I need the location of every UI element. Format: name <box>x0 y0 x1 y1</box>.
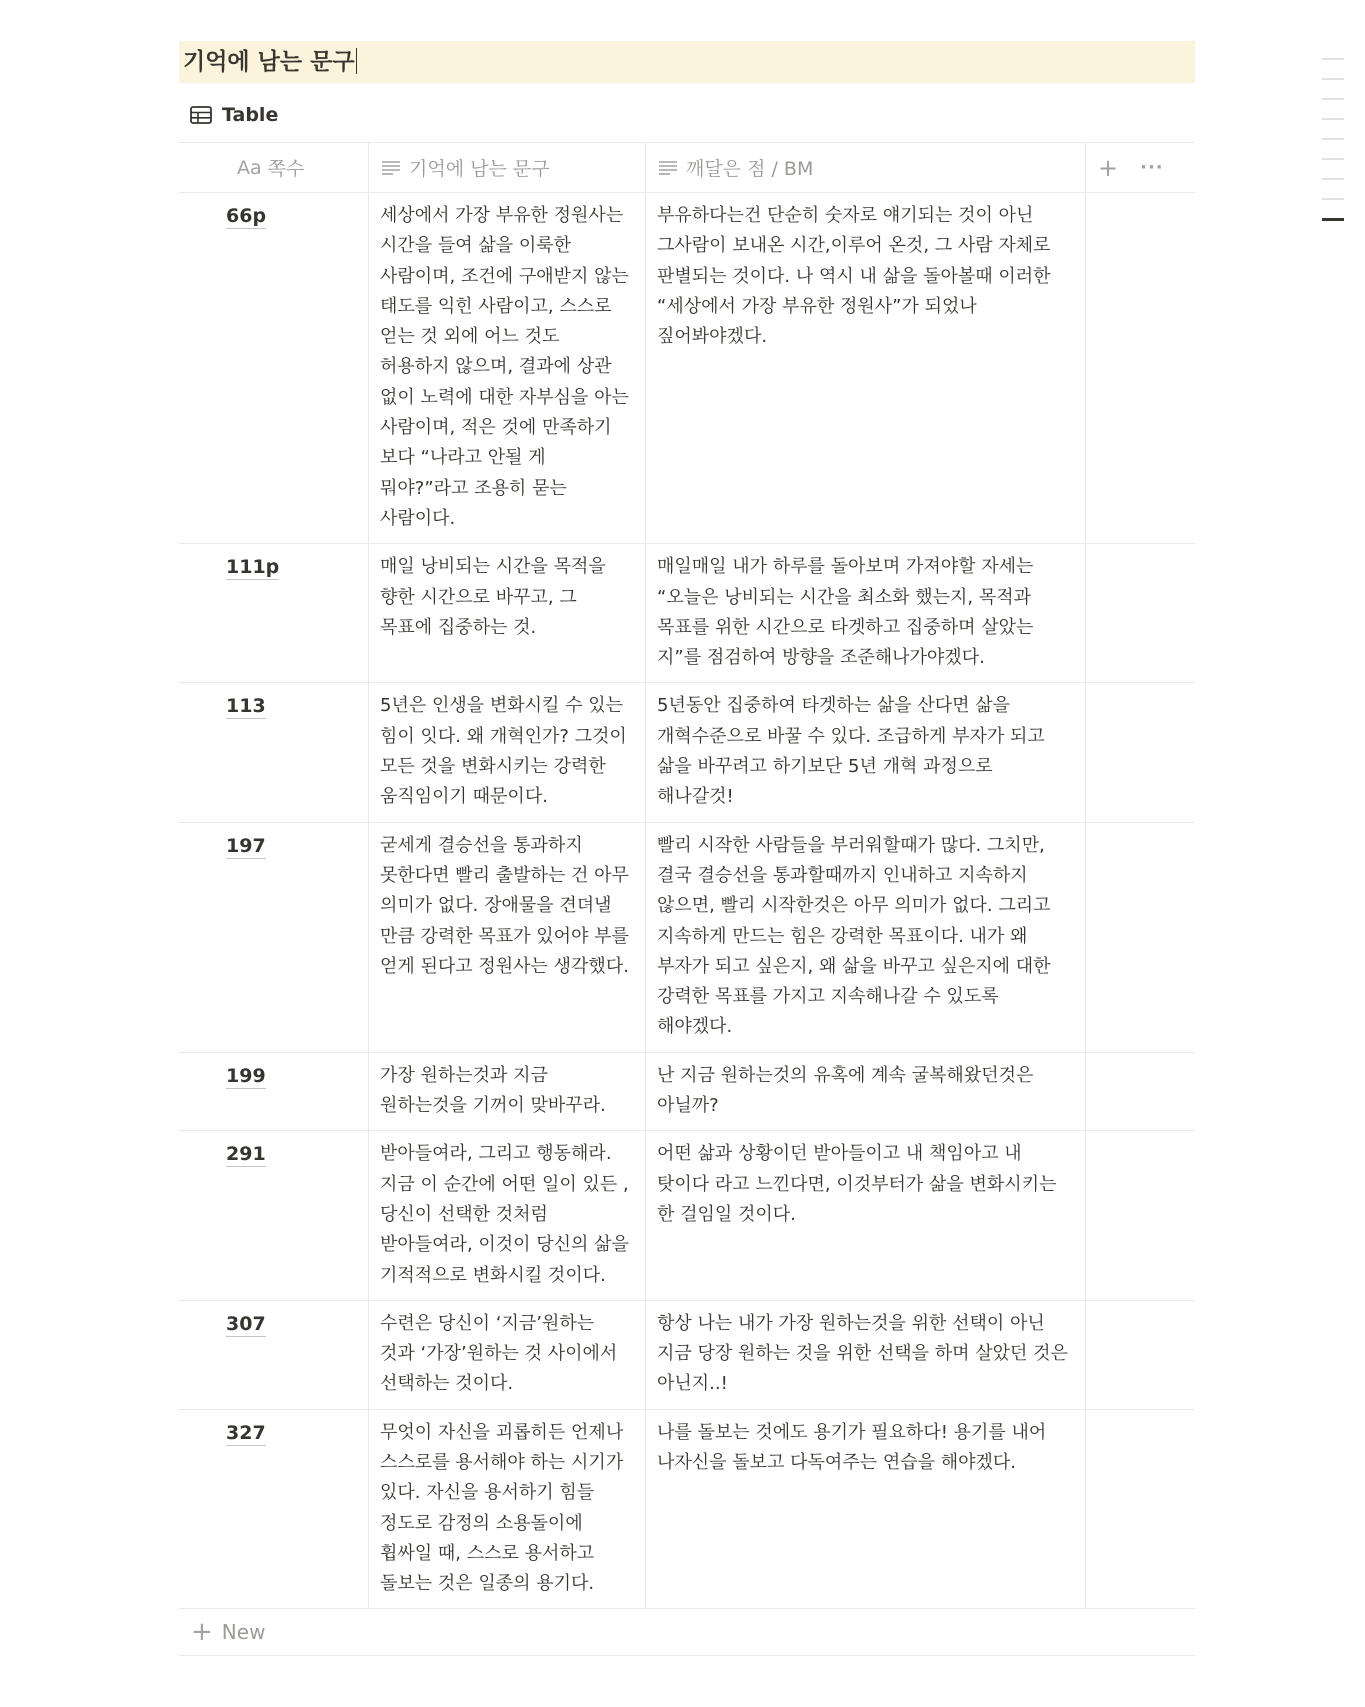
page-cell[interactable] <box>179 1301 369 1409</box>
insight-cell[interactable]: 매일매일 내가 하루를 돌아보며 가져야할 자세는 “오늘은 낭비되는 시간을 최소화 했는지, 목적과 목표를 위한 시간으로 타겟하고 집중하며 살았는 지”를 점검하여 방향을 조준해나가야겠다. <box>646 544 1086 682</box>
page-cell[interactable] <box>179 1131 369 1299</box>
empty-cell[interactable] <box>1086 544 1195 682</box>
table-of-contents-minimap[interactable] <box>1322 58 1346 239</box>
quote-cell[interactable]: 받아들여라, 그리고 행동해라. 지금 이 순간에 어떤 일이 있든 , 당신이 선택한 것처럼 받아들여라, 이것이 당신의 삶을 기적적으로 변화시킬 것이다. <box>369 1131 646 1299</box>
column-header-label: 쪽수 <box>267 158 305 180</box>
table-header <box>179 143 1195 193</box>
page-cell[interactable] <box>179 193 369 543</box>
page-number[interactable]: 197 <box>226 834 266 857</box>
table-row[interactable] <box>179 823 1195 1053</box>
toc-line[interactable] <box>1322 118 1344 120</box>
page-cell[interactable] <box>179 823 369 1052</box>
insight-cell[interactable]: 빨리 시작한 사람들을 부러워할때가 많다. 그치만, 결국 결승선을 통과할때까지 인내하고 지속하지 않으면, 빨리 시작한것은 아무 의미가 없다. 그리고 지속하게 만드는 힘은 강력한 목표이다. 내가 왜 부자가 되고 싶은지, 왜 삶을 바꾸고 싶은지에 대한 강력한 목표를 가지고 지속해나갈 수 있도록 해야겠다. <box>646 823 1086 1052</box>
page-number[interactable]: 307 <box>226 1312 266 1335</box>
column-header-page[interactable] <box>179 143 369 192</box>
table-row[interactable] <box>179 1410 1195 1610</box>
plus-icon: + <box>191 1617 213 1648</box>
page-number[interactable]: 199 <box>226 1064 266 1087</box>
empty-cell[interactable] <box>1086 1053 1195 1131</box>
new-row-label: New <box>221 1620 266 1645</box>
table-row[interactable] <box>179 1301 1195 1410</box>
more-options-button[interactable]: ··· <box>1140 156 1164 178</box>
column-header-quote[interactable] <box>369 143 646 192</box>
page-number[interactable]: 327 <box>226 1421 266 1444</box>
insight-cell[interactable]: 난 지금 원하는것의 유혹에 계속 굴복해왔던것은 아닐까? <box>646 1053 1086 1131</box>
toc-line[interactable] <box>1322 78 1344 80</box>
toc-line[interactable] <box>1322 138 1344 140</box>
toc-line[interactable] <box>1322 58 1344 60</box>
empty-cell[interactable] <box>1086 823 1195 1052</box>
insight-cell[interactable]: 항상 나는 내가 가장 원하는것을 위한 선택이 아닌 지금 당장 원하는 것을 위한 선택을 하며 살았던 것은 아닌지..! <box>646 1301 1086 1409</box>
page-number[interactable]: 113 <box>226 695 266 718</box>
page-cell[interactable] <box>179 544 369 682</box>
table-icon <box>190 106 212 124</box>
text-caret <box>356 48 357 74</box>
toc-line-active[interactable] <box>1322 218 1344 221</box>
view-tab-table[interactable] <box>190 100 278 130</box>
empty-cell[interactable] <box>1086 1301 1195 1409</box>
new-row-button[interactable] <box>179 1609 1195 1656</box>
column-header-insight[interactable] <box>646 143 1086 192</box>
toc-line[interactable] <box>1322 158 1344 160</box>
page-number[interactable]: 291 <box>226 1143 266 1166</box>
title-property-icon: Aa <box>237 156 262 179</box>
add-property-button[interactable]: + <box>1098 153 1119 182</box>
table-row[interactable] <box>179 1131 1195 1300</box>
empty-cell[interactable] <box>1086 193 1195 543</box>
insight-cell[interactable]: 5년동안 집중하여 타겟하는 삶을 산다면 삶을 개혁수준으로 바꿀 수 있다. 조급하게 부자가 되고 삶을 바꾸려고 하기보단 5년 개혁 과정으로 해나갈것! <box>646 683 1086 821</box>
page-cell[interactable] <box>179 683 369 821</box>
toc-line[interactable] <box>1322 198 1344 200</box>
column-header-label: 깨달은 점 / BM <box>686 158 814 180</box>
insight-cell[interactable]: 어떤 삶과 상황이던 받아들이고 내 책임아고 내 탓이다 라고 느낀다면, 이것부터가 삶을 변화시키는 한 걸임일 것이다. <box>646 1131 1086 1299</box>
text-property-icon <box>381 160 401 176</box>
toc-line[interactable] <box>1322 98 1344 100</box>
view-tab-label: Table <box>222 104 279 126</box>
quote-cell[interactable]: 매일 낭비되는 시간을 목적을 향한 시간으로 바꾸고, 그 목표에 집중하는 것. <box>369 544 646 682</box>
quote-cell[interactable]: 세상에서 가장 부유한 정원사는 시간을 들여 삶을 이룩한 사람이며, 조건에 구애받지 않는 태도를 익힌 사람이고, 스스로 얻는 것 외에 어느 것도 허용하지 않으며, 결과에 상관 없이 노력에 대한 자부심을 아는 사람이며, 적은 것에 만족하기 보다 “나라고 안될 게 뭐야?”라고 조용히 묻는 사람이다. <box>369 193 646 543</box>
toc-line[interactable] <box>1322 178 1344 180</box>
quote-cell[interactable]: 수련은 당신이 ‘지금’원하는 것과 ‘가장’원하는 것 사이에서 선택하는 것이다. <box>369 1301 646 1409</box>
table-row[interactable] <box>179 1053 1195 1132</box>
table-row[interactable] <box>179 193 1195 544</box>
quote-cell[interactable]: 굳세게 결승선을 통과하지 못한다면 빨리 출발하는 건 아무 의미가 없다. 장애물을 견뎌낼 만큼 강력한 목표가 있어야 부를 얻게 된다고 정원사는 생각했다. <box>369 823 646 1052</box>
insight-cell[interactable]: 나를 돌보는 것에도 용기가 필요하다! 용기를 내어 나자신을 돌보고 다독여주는 연습을 해야겠다. <box>646 1410 1086 1609</box>
quote-cell[interactable]: 무엇이 자신을 괴롭히든 언제나 스스로를 용서해야 하는 시기가 있다. 자신을 용서하기 힘들 정도로 감정의 소용돌이에 휩싸일 때, 스스로 용서하고 돌보는 것은 일종의 용기다. <box>369 1410 646 1609</box>
page-number[interactable]: 111p <box>226 556 280 579</box>
table-row[interactable] <box>179 544 1195 683</box>
table-row[interactable] <box>179 683 1195 822</box>
page-title[interactable]: 기억에 남는 문구 <box>179 41 1195 83</box>
column-header-actions <box>1086 143 1195 192</box>
page-cell[interactable] <box>179 1053 369 1131</box>
insight-cell[interactable]: 부유하다는건 단순히 숫자로 얘기되는 것이 아닌 그사람이 보내온 시간,이루어 온것, 그 사람 자체로 판별되는 것이다. 나 역시 내 삶을 돌아볼때 이러한 “세상에서 가장 부유한 정원사”가 되었나 짚어봐야겠다. <box>646 193 1086 543</box>
text-property-icon <box>658 160 678 176</box>
column-header-label: 기억에 남는 문구 <box>409 158 550 180</box>
database-table <box>179 142 1195 1656</box>
quote-cell[interactable]: 5년은 인생을 변화시킬 수 있는 힘이 잇다. 왜 개혁인가? 그것이 모든 것을 변화시키는 강력한 움직임이기 때문이다. <box>369 683 646 821</box>
empty-cell[interactable] <box>1086 1410 1195 1609</box>
page-cell[interactable] <box>179 1410 369 1609</box>
quote-cell[interactable]: 가장 원하는것과 지금 원하는것을 기꺼이 맞바꾸라. <box>369 1053 646 1131</box>
page-number[interactable]: 66p <box>226 205 267 227</box>
empty-cell[interactable] <box>1086 683 1195 821</box>
empty-cell[interactable] <box>1086 1131 1195 1299</box>
